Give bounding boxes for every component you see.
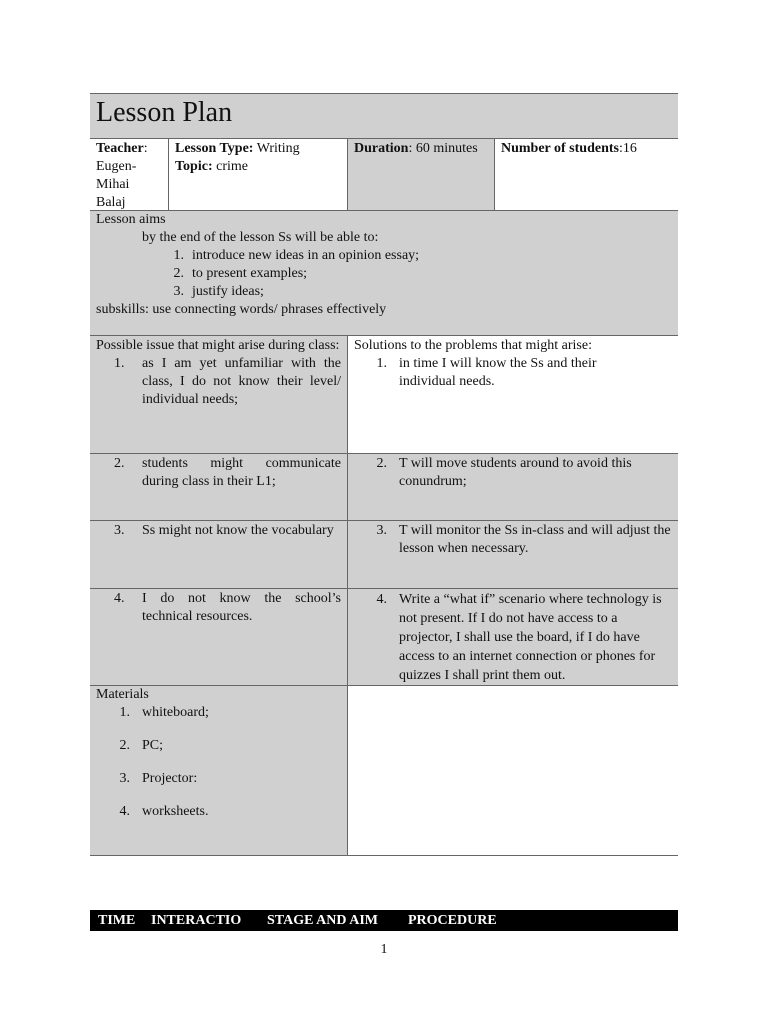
topic-label: Topic: (175, 159, 213, 174)
interaction-column-header: INTERACTIO (151, 913, 242, 928)
issue-list (96, 590, 341, 626)
list-text: to present examples; (192, 266, 308, 281)
issue-cell-3 (90, 521, 347, 589)
list-item (354, 590, 672, 685)
materials-empty-cell (347, 686, 678, 856)
topic-value: crime (212, 159, 248, 174)
material-text: worksheets. (142, 804, 209, 819)
solution-text: in time I will know the Ss and their individual needs. (399, 356, 597, 389)
solution-list (354, 590, 672, 685)
lesson-aims-heading: Lesson aims (96, 212, 166, 227)
list-number: 1. (376, 356, 387, 371)
lesson-aims-list (168, 247, 672, 301)
lesson-type-value: Writing (253, 141, 300, 156)
list-text: justify ideas; (192, 284, 264, 299)
teacher-colon: : (143, 141, 148, 156)
list-number: 2. (119, 738, 130, 753)
list-item (96, 522, 341, 540)
procedure-header-bar (90, 910, 678, 931)
list-item (96, 704, 341, 737)
list-number: 3. (119, 771, 130, 786)
solution-list (354, 455, 672, 491)
issue-list (96, 455, 341, 491)
duration-label: Duration (354, 141, 409, 156)
issue-text: I do not know the school’s technical resources. (142, 591, 341, 624)
solution-list (354, 355, 672, 391)
issue-text: as I am yet unfamiliar with the class, I do not know their level/ individual needs; (142, 356, 341, 407)
list-item (168, 265, 672, 283)
issue-list (96, 355, 341, 409)
material-text: PC; (142, 738, 164, 753)
lesson-aims-cell (90, 211, 678, 336)
solution-text: T will move students around to avoid this conundrum; (399, 456, 632, 489)
solution-text: T will monitor the Ss in-class and will adjust the lesson when necessary. (399, 523, 671, 556)
materials-list (96, 704, 341, 836)
list-item (96, 355, 341, 409)
list-item (168, 247, 672, 265)
teacher-name-line-1: Eugen- (96, 159, 137, 174)
list-number: 2. (114, 456, 125, 471)
list-item (354, 522, 672, 558)
page-number: 1 (380, 942, 388, 957)
list-number: 4. (376, 592, 387, 607)
list-number: 1. (119, 705, 130, 720)
list-number: 4. (119, 804, 130, 819)
list-item (354, 355, 672, 391)
solution-list (354, 522, 672, 558)
list-text: introduce new ideas in an opinion essay; (192, 248, 420, 263)
list-number: 3. (114, 523, 125, 538)
lesson-plan-title: Lesson Plan (90, 94, 678, 139)
list-number: 3. (376, 523, 387, 538)
solution-cell-4 (347, 589, 678, 686)
list-number: 3. (173, 284, 184, 299)
teacher-label: Teacher (96, 141, 144, 156)
solutions-heading: Solutions to the problems that might arise: (354, 338, 592, 353)
duration-cell (347, 139, 494, 211)
students-value: :16 (618, 141, 637, 156)
solution-cell-3 (347, 521, 678, 589)
list-item (96, 455, 341, 491)
list-number: 4. (114, 591, 125, 606)
list-item (96, 737, 341, 770)
issue-text: Ss might not know the vocabulary (142, 523, 334, 538)
teacher-name-line-3: Balaj (96, 195, 126, 210)
list-item (96, 770, 341, 803)
list-item (168, 283, 672, 301)
teacher-name-line-2: Mihai (96, 177, 130, 192)
issue-cell-4 (90, 589, 347, 686)
material-text: Projector: (142, 771, 198, 786)
list-number: 2. (173, 266, 184, 281)
list-number: 1. (114, 356, 125, 371)
issue-list (96, 522, 341, 540)
list-item (96, 590, 341, 626)
lesson-plan-table (90, 93, 678, 856)
materials-cell (90, 686, 347, 856)
duration-value: : 60 minutes (408, 141, 478, 156)
list-item (354, 455, 672, 491)
students-cell (494, 139, 678, 211)
solution-text: Write a “what if” scenario where technology is not present. If I do not have access to a projector, I shall use the board, if I do have access to an internet connection or phones for quizzes I shall print them out. (399, 592, 662, 683)
list-number: 2. (376, 456, 387, 471)
lesson-type-label: Lesson Type: (175, 141, 254, 156)
issues-heading: Possible issue that might arise during class: (96, 338, 340, 353)
stage-column-header: STAGE AND AIM (267, 913, 378, 928)
subskills-text: subskills: use connecting words/ phrases effectively (96, 302, 387, 317)
lesson-type-cell (168, 139, 347, 211)
issue-text: students might communicate during class in their L1; (142, 456, 341, 489)
solution-cell-2 (347, 454, 678, 521)
list-number: 1. (173, 248, 184, 263)
list-item (96, 803, 341, 836)
solution-cell-1 (347, 336, 678, 454)
issue-cell-1 (90, 336, 347, 454)
materials-heading: Materials (96, 687, 149, 702)
time-column-header: TIME (98, 913, 136, 928)
issue-cell-2 (90, 454, 347, 521)
teacher-cell (90, 139, 168, 211)
procedure-column-header: PROCEDURE (408, 913, 497, 928)
material-text: whiteboard; (142, 705, 209, 720)
students-label: Number of students (501, 141, 619, 156)
lesson-aims-intro: by the end of the lesson Ss will be able to: (142, 230, 379, 245)
